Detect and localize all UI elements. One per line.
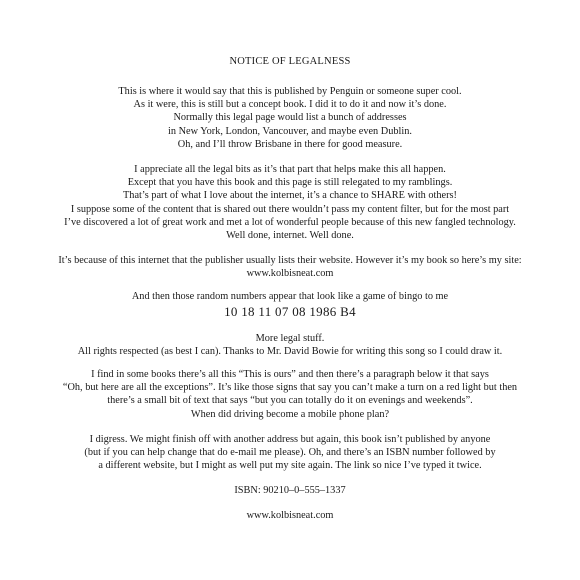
text-line: Well done, internet. Well done.	[226, 230, 354, 242]
paragraph-rights	[0, 332, 580, 358]
text-line: I’ve discovered a lot of great work and met a lot of wonderful people because of this new fangled technology.	[64, 216, 516, 228]
paragraph-digress	[0, 433, 580, 473]
text-line: All rights respected (as best I can). Thanks to Mr. David Bowie for writing this song so I could draw it.	[77, 346, 503, 358]
text-line: I suppose some of the content that is shared out there wouldn’t pass my content filter, but for the most part	[70, 203, 510, 215]
text-line: Oh, and I’ll throw Brisbane in there for good measure.	[177, 138, 403, 150]
text-line: When did driving become a mobile phone plan?	[190, 408, 390, 420]
isbn-text: ISBN: 90210–0–555–1337	[234, 485, 346, 496]
text-line: That’s part of what I love about the internet, it’s a chance to SHARE with others!	[123, 190, 457, 202]
text-line: a different website, but I might as well put my site again. The link so nice I’ve typed it twice.	[98, 460, 482, 472]
text-line: I digress. We might finish off with another address but again, this book isn’t published by anyone	[89, 434, 491, 445]
isbn-line	[0, 484, 580, 497]
text-line: Except that you have this book and this page is still relegated to my ramblings.	[127, 177, 453, 189]
text-line: More legal stuff.	[255, 333, 325, 344]
text-line: As it were, this is still but a concept book. I did it to do it and now it’s done.	[133, 99, 447, 111]
text-line: in New York, London, Vancouver, and maybe even Dublin.	[168, 125, 412, 137]
printing-numbers: 10 18 11 07 08 1986 B4	[224, 304, 356, 319]
text-line: This is where it would say that this is published by Penguin or someone super cool.	[118, 86, 462, 97]
paragraph-numbers-intro	[0, 290, 580, 303]
website-link-text: www.kolbisneat.com	[246, 510, 334, 521]
paragraph-website	[0, 254, 580, 280]
paragraph-publisher	[0, 85, 580, 151]
footer-website	[0, 509, 580, 522]
text-line: And then those random numbers appear that look like a game of bingo to me	[131, 291, 449, 302]
text-line: Normally this legal page would list a bunch of addresses	[173, 112, 407, 124]
text-line: I appreciate all the legal bits as it’s that part that helps make this all happen.	[134, 164, 446, 175]
paragraph-exceptions	[0, 368, 580, 421]
text-line: “Oh, but here are all the exceptions”. It’s like those signs that say you can’t make a turn on a red light but then	[62, 382, 518, 394]
text-line: I find in some books there’s all this “This is ours” and then there’s a paragraph below it that says	[91, 369, 489, 380]
website-link-text: www.kolbisneat.com	[246, 268, 334, 280]
text-line: (but if you can help change that do e-mail me please). Oh, and there’s an ISBN number followed by	[84, 447, 496, 459]
text-line: It’s because of this internet that the publisher usually lists their website. However it’s my book so here’s my site:	[58, 255, 522, 266]
paragraph-internet	[0, 163, 580, 242]
page-title: NOTICE OF LEGALNESS	[229, 56, 351, 67]
text-line: there’s a small bit of text that says “but you can totally do it on evenings and weekends”.	[107, 395, 473, 407]
